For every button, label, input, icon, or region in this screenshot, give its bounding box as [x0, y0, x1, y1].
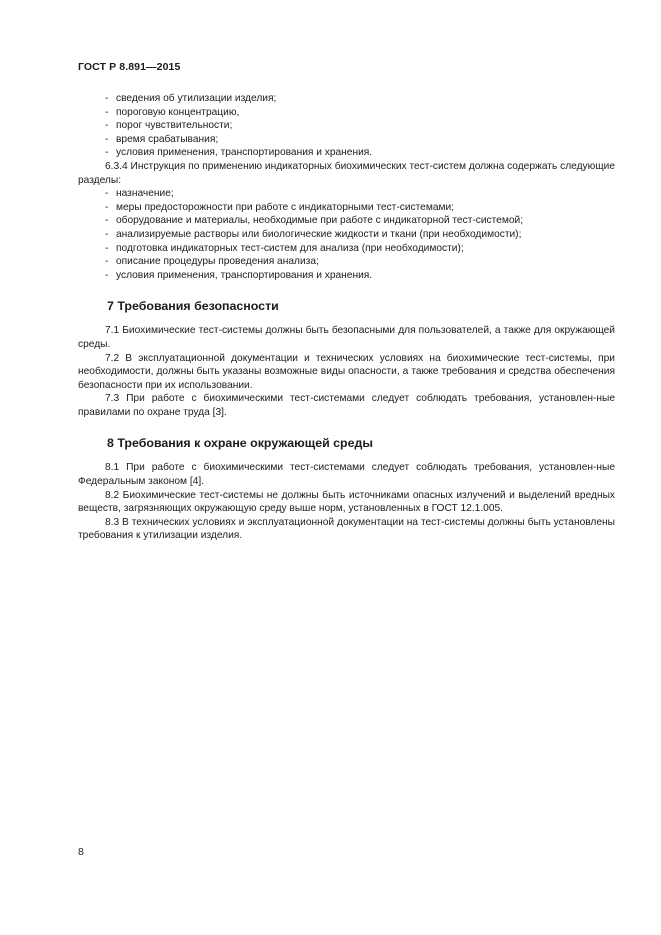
list-b	[78, 187, 615, 282]
list-dash: -	[105, 228, 109, 240]
spacer	[78, 451, 615, 461]
list-dash: -	[105, 242, 109, 254]
list-item: - подготовка индикаторных тест-систем для анализа (при необходимости);	[105, 242, 464, 254]
list-item: - время срабатывания;	[105, 133, 219, 145]
list-a	[78, 92, 615, 160]
spacer	[78, 314, 615, 324]
list-dash: -	[105, 188, 109, 200]
spacer	[78, 419, 615, 435]
list-item: - сведения об утилизации изделия;	[105, 93, 277, 104]
list-dash: -	[105, 93, 109, 104]
section-8-heading: 8 Требования к охране окружающей среды	[107, 436, 373, 451]
list-item: - описание процедуры проведения анализа;	[105, 256, 319, 268]
list-item: - пороговую концентрацию,	[105, 106, 240, 118]
spacer	[78, 282, 615, 298]
page-content	[78, 92, 615, 543]
paragraph-6-3-4: 6.3.4 Инструкция по применению индикаторных биохимических тест-систем должна содержать следующие разделы:	[78, 160, 615, 186]
list-item: - оборудование и материалы, необходимые при работе с индикаторной тест-системой;	[105, 215, 524, 227]
list-dash: -	[105, 215, 109, 227]
section-7-heading: 7 Требования безопасности	[107, 299, 279, 314]
list-item: - условия применения, транспортирования и хранения.	[105, 147, 373, 159]
list-dash: -	[105, 133, 109, 145]
list-item: - условия применения, транспортирования и хранения.	[105, 269, 373, 281]
list-dash: -	[105, 120, 109, 132]
paragraph-8-3: 8.3 В технических условиях и эксплуатационной документации на тест-системы должны быть установлены требования к утилизации изделия.	[78, 516, 615, 542]
page-number: 8	[78, 846, 84, 858]
list-item: - меры предосторожности при работе с индикаторными тест-системами;	[105, 201, 455, 213]
list-dash: -	[105, 147, 109, 159]
paragraph-8-2: 8.2 Биохимические тест-системы не должны быть источниками опасных излучений и выделений вредных веществ, загрязняющих окружающую среду выше норм, установленных в ГОСТ 12.1.005.	[78, 489, 615, 515]
list-dash: -	[105, 269, 109, 281]
paragraph-7-1: 7.1 Биохимические тест-системы должны быть безопасными для пользователей, а также для окружающей среды.	[78, 325, 615, 350]
list-dash: -	[105, 201, 109, 213]
list-item: - назначение;	[105, 188, 174, 200]
paragraph-8-1: 8.1 При работе с биохимическими тест-системами следует соблюдать требования, установлен-ные Федеральным законом [4].	[78, 462, 615, 488]
list-dash: -	[105, 256, 109, 268]
list-item: - порог чувствительности;	[105, 120, 233, 132]
list-dash: -	[105, 106, 109, 118]
document-header: ГОСТ Р 8.891—2015	[78, 61, 181, 73]
paragraph-7-3: 7.3 При работе с биохимическими тест-системами следует соблюдать требования, установлен-ные правилами по охране труда [3].	[78, 393, 615, 418]
paragraph-7-2: 7.2 В эксплуатационной документации и технических условиях на биохимические тест-системы, при необходимости, должны быть указаны возможные виды опасности, а также требования и средства обеспечения безопасности при их использовании.	[78, 352, 615, 391]
list-item: - анализируемые растворы или биологические жидкости и ткани (при необходимости);	[105, 228, 522, 240]
